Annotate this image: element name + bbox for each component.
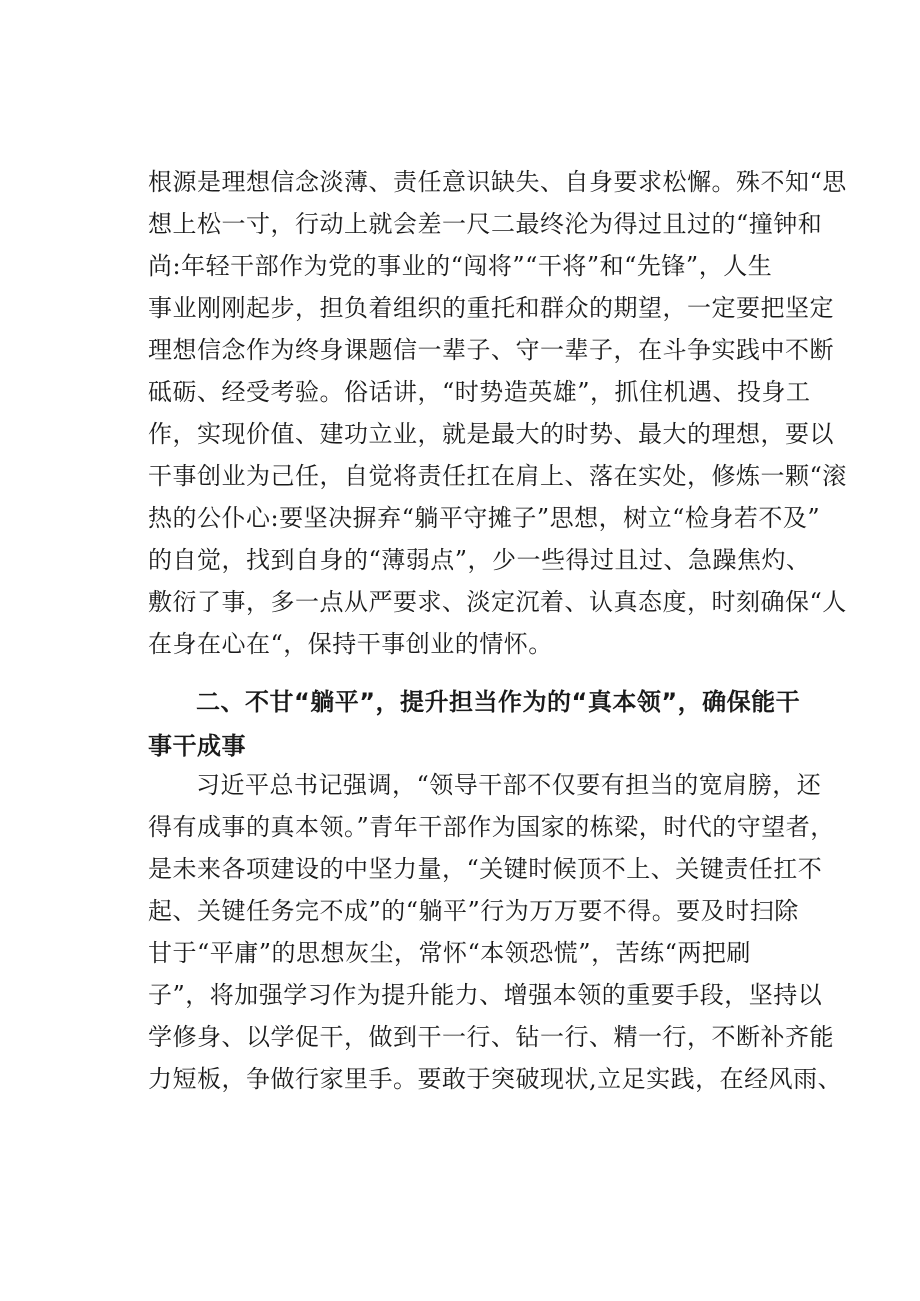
paragraph-2-line: 学修身、以学促干，做到干一行、钻一行、精一行，不断补齐能: [148, 1023, 834, 1051]
paragraph-1-line: 在身在心在“，保持干事创业的情怀。: [148, 630, 553, 658]
paragraph-2-line: 是未来各项建设的中坚力量，“关键时候顶不上、关键责任扛不: [148, 855, 823, 883]
paragraph-1-line: 热的公仆心:要坚决摒弃“躺平守摊子”思想，树立“检身若不及”: [148, 504, 821, 532]
section-heading-line: 事干成事: [148, 732, 246, 760]
paragraph-1-line: 事业刚刚起步，担负着组织的重托和群众的期望，一定要把坚定: [148, 294, 834, 322]
paragraph-1-line: 理想信念作为终身课题信一辈子、守一辈子，在斗争实践中不断: [148, 336, 834, 364]
paragraph-1-line: 干事创业为己任，自觉将责任扛在肩上、落在实处，修炼一颗“滚: [148, 462, 847, 490]
paragraph-2-line: 甘于“平庸”的思想灰尘，常怀“本领恐慌”，苦练“两把刷: [148, 939, 751, 967]
paragraph-2-line: 力短板，争做行家里手。要敢于突破现状,立足实践，在经风雨、: [148, 1065, 843, 1093]
paragraph-1-line: 尚:年轻干部作为党的事业的“闯将”“干将”和“先锋”，人生: [148, 252, 773, 280]
paragraph-1-line: 想上松一寸，行动上就会差一尺二最终沦为得过且过的“撞钟和: [148, 210, 823, 238]
paragraph-1-line: 的自觉，找到自身的“薄弱点”，少一些得过且过、急躁焦灼、: [148, 546, 811, 574]
paragraph-2-line: 得有成事的真本领。”青年干部作为国家的栋梁，时代的守望者，: [148, 813, 835, 841]
paragraph-2-line: 起、关键任务完不成”的“躺平”行为万万要不得。要及时扫除: [148, 897, 799, 925]
paragraph-1-line: 根源是理想信念淡薄、责任意识缺失、自身要求松懈。殊不知“思: [148, 168, 847, 196]
paragraph-2-line: 习近平总书记强调，“领导干部不仅要有担当的宽肩膀，还: [196, 771, 822, 799]
paragraph-2-line: 子”，将加强学习作为提升能力、增强本领的重要手段，坚持以: [148, 981, 823, 1009]
paragraph-1-line: 敷衍了事，多一点从严要求、淡定沉着、认真态度，时刻确保“人: [148, 588, 847, 616]
paragraph-1-line: 砥砺、经受考验。俗话讲，“时势造英雄”，抓住机遇、投身工: [148, 378, 811, 406]
paragraph-1-line: 作，实现价值、建功立业，就是最大的时势、最大的理想，要以: [148, 420, 834, 448]
section-heading-line: 二、不甘“躺平”，提升担当作为的“真本领”，确保能干: [196, 688, 801, 716]
